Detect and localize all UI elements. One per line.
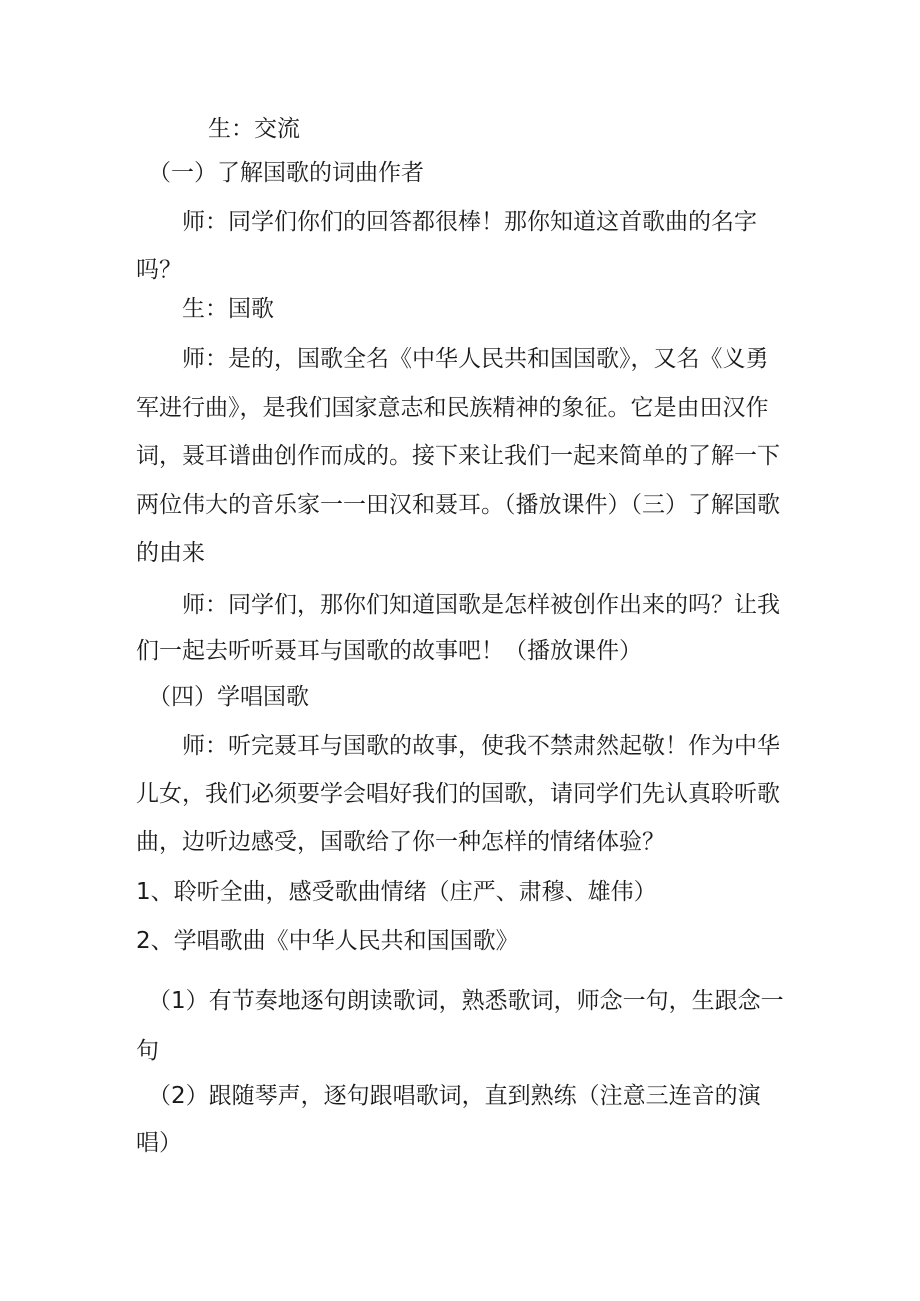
paragraph-teacher-question: 师：同学们你们的回答都很棒！那你知道这首歌曲的名字吗？ (136, 209, 757, 283)
section-heading-authors: （一）了解国歌的词曲作者 (148, 160, 424, 186)
paragraph-student-answer: 生：国歌 (182, 296, 274, 322)
list-item-learn-song: 2、学唱歌曲《中华人民共和国国歌》 (136, 928, 519, 954)
section-heading-learn-singing: （四）学唱国歌 (148, 684, 309, 710)
paragraph-teacher-anthem-story: 师：同学们，那你们知道国歌是怎样被创作出来的吗？让我们一起去听听聂耳与国歌的故事吧！（播放课件） (136, 592, 780, 664)
paragraph-teacher-anthem-intro: 师：是的，国歌全名《中华人民共和国国歌》，又名《义勇军进行曲》，是我们国家意志和民族精神的象征。它是由田汉作词，聂耳谱曲创作而成的。接下来让我们一起来简单的了解一下两位伟大的音乐家一一田汉和聂耳。（播放课件）（三）了解国歌的由来 (136, 346, 780, 566)
paragraph-teacher-emotion: 师：听完聂耳与国歌的故事，使我不禁肃然起敬！作为中华儿女，我们必须要学会唱好我们的国歌，请同学们先认真聆听歌曲，边听边感受，国歌给了你一种怎样的情绪体验？ (136, 733, 780, 855)
list-item-listen: 1、聆听全曲，感受歌曲情绪（庄严、肃穆、雄伟） (136, 879, 657, 905)
paragraph-student-exchange: 生：交流 (208, 116, 300, 142)
sub-item-sing-along: （2）跟随琴声，逐句跟唱歌词，直到熟练（注意三连音的演唱） (136, 1083, 761, 1156)
sub-item-read-lyrics: （1）有节奏地逐句朗读歌词，熟悉歌词，师念一句，生跟念一句 (136, 988, 784, 1064)
